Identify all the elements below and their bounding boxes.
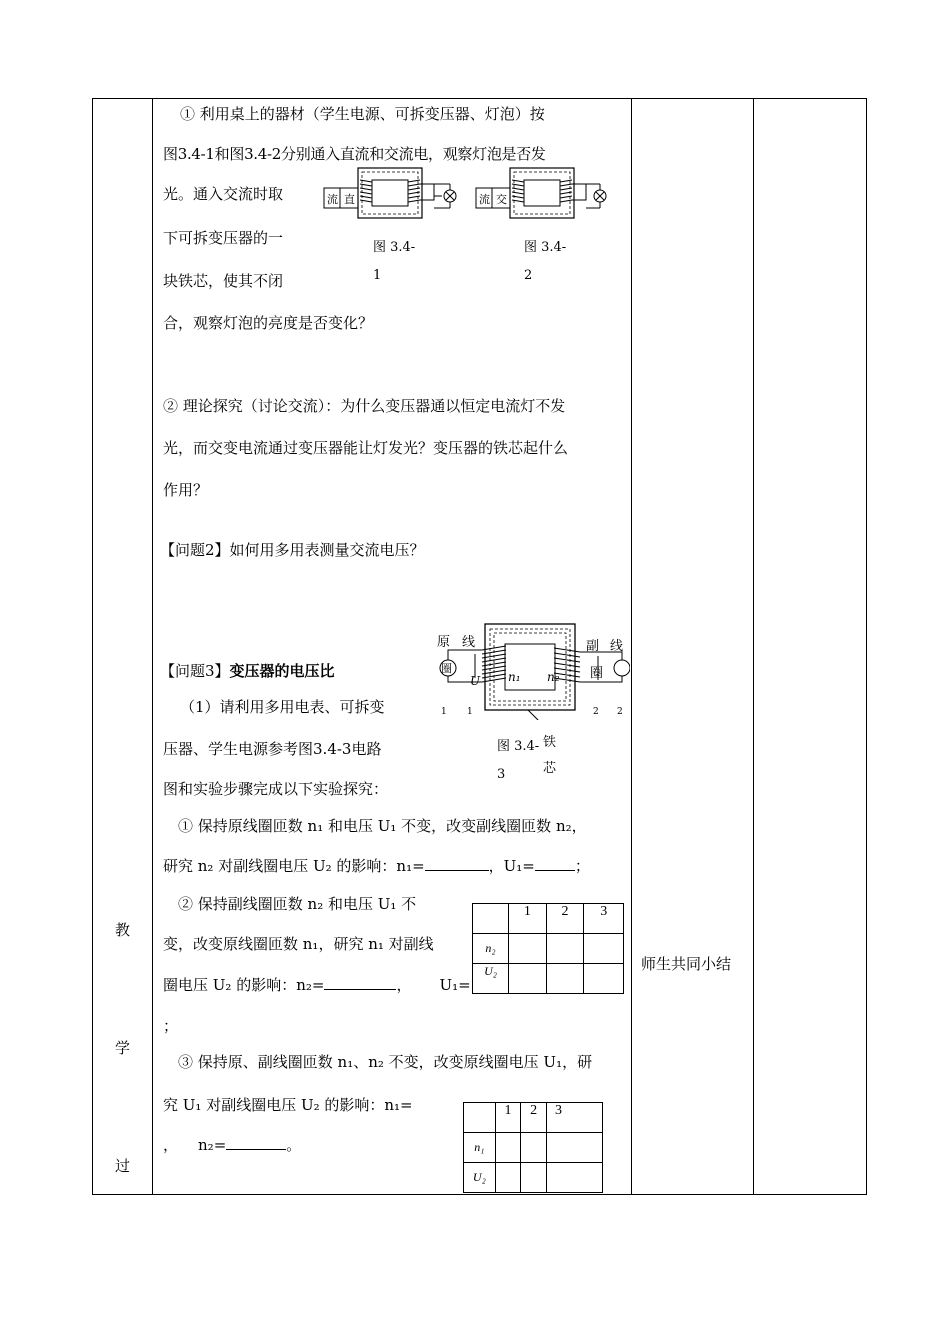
exp2-comma: ， [396,976,412,994]
step1-line1: ① 利用桌上的器材（学生电源、可拆变压器、灯泡）按 [180,105,545,123]
table1-row-label-1: n₂ [473,934,509,964]
step1-line4: 下可拆变压器的一 [163,229,284,247]
table2-cell[interactable] [495,1133,521,1163]
table2-header-3: 3 [547,1103,603,1133]
table1-cell[interactable] [509,964,547,994]
fig3-core-b: 芯 [543,761,557,776]
fig3-core-a: 铁 [543,735,557,750]
summary-text: 师生共同小结 [641,955,732,973]
question3-line3: 图和实验步骤完成以下实验探究： [163,780,389,798]
table1-cell[interactable] [546,934,584,964]
col1-char-1: 教 [115,921,131,939]
table1-cell[interactable] [546,964,584,994]
exp1-u1-blank[interactable] [535,856,575,871]
exp1-end: ； [574,857,590,875]
exp2-line4: ； [163,1017,179,1035]
exp2-line3-text: 圈电压 U₂ 的影响：n₂= [163,976,325,994]
table1-corner [473,904,509,934]
step2-line1: ② 理论探究（讨论交流）：为什么变压器通以恒定电流灯不发 [163,397,566,415]
table1-header-2: 2 [546,904,584,934]
fig3-caption-b: 3 [497,767,506,782]
fig3-label-n2: n₂ [547,670,560,684]
fig2-label-right: 交 [496,193,507,206]
col1-char-3: 过 [115,1157,131,1175]
fig3-sub2b: 2 [617,707,623,717]
fig1-caption-b: 1 [373,268,382,283]
table2-corner [464,1103,496,1133]
fig3-label-u: U [470,674,481,688]
table2-cell[interactable] [495,1163,521,1193]
fig3-label-xian2: 线 [610,639,624,654]
table2-header-2: 2 [521,1103,547,1133]
col1-char-2: 学 [115,1039,131,1057]
fig1-label-right: 直 [344,193,355,206]
question3-prefix: 【问题3】 [160,662,230,680]
exp2-line3 [163,975,471,995]
question3-title [160,661,335,681]
step1-line6: 合，观察灯泡的亮度是否变化？ [163,314,374,332]
fig3-label-quan2: 圈 [590,666,604,681]
exp3-comma: ， [163,1136,179,1154]
frame-col2-right [631,98,632,1195]
step2-line3: 作用？ [163,481,209,499]
exp3-line2: 究 U₁ 对副线圈电压 U₂ 的影响：n₁= [163,1096,413,1114]
exp1-n1-blank[interactable] [425,856,489,871]
table1-cell[interactable] [509,934,547,964]
table2-row-label-1: n₁ [464,1133,496,1163]
frame-right [866,98,867,1195]
fig3-caption-a: 图 3.4- [497,739,540,754]
table2-header-1: 1 [495,1103,521,1133]
exp3-n2-label: n₂= [198,1136,227,1154]
exp1-line2 [163,856,590,876]
fig3-label-n1: n₁ [508,670,521,684]
result-table-2 [463,1102,603,1193]
table1-cell[interactable] [584,964,624,994]
fig2-caption-a: 图 3.4- [524,240,567,255]
fig1-caption-a: 图 3.4- [373,240,416,255]
table2-cell[interactable] [521,1163,547,1193]
exp3-line3 [163,1135,301,1155]
step1-line3: 光。通入交流时取 [163,185,284,203]
exp3-n2-blank[interactable] [226,1135,286,1150]
exp1-u1-label: ，U₁= [488,857,535,875]
table1-header-1: 1 [509,904,547,934]
table2-cell[interactable] [547,1133,603,1163]
fig2-label-left: 流 [479,193,490,206]
fig3-label-yuan: 原 [437,635,451,650]
exp2-u1-label: U₁= [439,976,471,994]
result-table-1 [472,903,624,994]
exp2-line1: ② 保持副线圈匝数 n₂ 和电压 U₁ 不 [178,895,417,913]
exp3-line1: ③ 保持原、副线圈匝数 n₁、n₂ 不变，改变原线圈电压 U₁，研 [178,1053,593,1071]
transformer-figure-2 [474,166,614,226]
fig3-label-xian1: 线 [462,635,476,650]
table2-cell[interactable] [521,1133,547,1163]
fig3-label-quan1: 圈 [441,662,452,675]
frame-left [92,98,93,1195]
frame-top [92,98,867,99]
table1-cell[interactable] [584,934,624,964]
question3-heading: 变压器的电压比 [229,662,335,680]
fig3-sub1b: 1 [467,707,473,717]
fig3-sub2a: 2 [593,707,599,717]
frame-bottom [92,1194,867,1195]
step1-line5: 块铁芯，使其不闭 [163,272,284,290]
exp2-n2-blank[interactable] [324,975,396,990]
step2-line2: 光，而交变电流通过变压器能让灯发光？变压器的铁芯起什么 [163,439,569,457]
fig3-label-fu: 副 [586,639,600,654]
exp1-line2-text: 研究 n₂ 对副线圈电压 U₂ 的影响：n₁= [163,857,425,875]
frame-col1-right [152,98,153,1195]
exp3-end: 。 [286,1136,302,1154]
exp1-line1: ① 保持原线圈匝数 n₁ 和电压 U₁ 不变，改变副线圈匝数 n₂， [178,817,587,835]
table1-row-label-2: U₂ [473,964,509,994]
fig3-sub1a: 1 [441,707,447,717]
fig2-caption-b: 2 [524,268,533,283]
transformer-figure-1 [322,166,462,226]
fig1-label-left: 流 [327,193,338,206]
exp2-line2: 变，改变原线圈匝数 n₁，研究 n₁ 对副线 [163,935,434,953]
table2-row-label-2: U₂ [464,1163,496,1193]
question2-text: 【问题2】如何用多用表测量交流电压？ [160,541,425,559]
table2-cell[interactable] [547,1163,603,1193]
question3-line1: （1）请利用多用电表、可拆变 [180,698,385,716]
table1-header-3: 3 [584,904,624,934]
frame-col3-right [753,98,754,1195]
step1-line2: 图3.4-1和图3.4-2分别通入直流和交流电，观察灯泡是否发 [163,145,546,163]
question3-line2: 压器、学生电源参考图3.4-3电路 [163,740,382,758]
